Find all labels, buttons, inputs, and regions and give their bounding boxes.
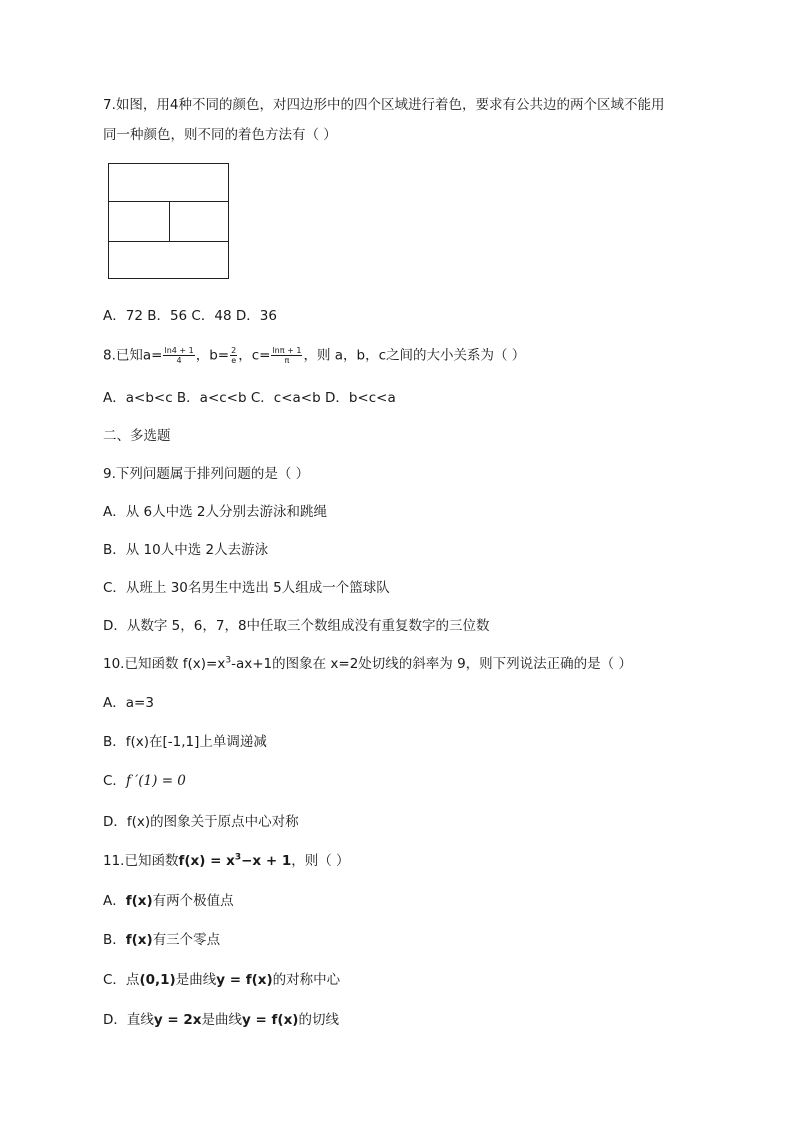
q10-stem-b: -ax+1的图象在 x=2处切线的斜率为 9，则下列说法正确的是（ ） [231,656,632,672]
q9-option-d: D．从数字 5，6，7，8中任取三个数组成没有重复数字的三位数 [103,618,490,634]
q9-option-a: A．从 6人中选 2人分别去游泳和跳绳 [103,504,327,520]
q11-stem-a: 11.已知函数 [103,853,179,869]
q8-b-fraction [230,346,237,365]
q11-option-a-label: A． [103,893,126,909]
q9-option-c: C．从班上 30名男生中选出 5人组成一个篮球队 [103,580,390,596]
q11-option-b-math: f(x) [125,932,153,948]
q10-exponent: 3 [225,655,232,666]
q10-stem-a: 10.已知函数 f(x)=x [103,656,226,672]
q11-stem-b: ，则（ ） [291,853,350,869]
q11-option-b-label: B． [103,932,126,948]
q11-option-a-math: f(x) [125,893,153,909]
q8-c-separator: ，c= [238,347,271,364]
figure-divider-middle [169,202,170,242]
q11-option-d-text1: 是曲线 [201,1012,243,1028]
q8-stem [103,346,525,365]
q11-option-c-text2: 的对称中心 [272,972,341,988]
q8-c-denominator: π [284,356,290,365]
q11-option-b [103,931,220,949]
q8-b-denominator: e [231,356,237,365]
q11-option-b-text: 有三个零点 [152,932,221,948]
q8-a-fraction [163,346,194,365]
q10-option-a: A．a=3 [103,695,154,711]
q11-stem-math-a: f(x) = x [178,853,235,869]
q11-exponent: 3 [234,852,242,863]
q8-c-numerator: lnπ + 1 [272,346,302,355]
q9-stem: 9.下列问题属于排列问题的是（ ） [103,466,310,482]
q8-a-denominator: 4 [176,356,182,365]
q11-option-d-math1: y = 2x [153,1012,202,1028]
q11-option-a-text: 有两个极值点 [152,893,234,909]
q7-stem-line2: 同一种颜色，则不同的着色方法有（ ） [103,127,337,143]
q8-a-numerator: ln4 + 1 [164,346,194,355]
quadrilateral-regions-figure [108,163,229,279]
q7-options: A．72 B．56 C．48 D．36 [103,308,277,324]
q10-option-c [103,772,186,790]
q11-option-d-text2: 的切线 [298,1012,339,1028]
q8-c-fraction [271,346,302,365]
q9-option-b: B．从 10人中选 2人去游泳 [103,542,269,558]
q11-stem [103,852,350,870]
q10-stem [103,655,632,673]
q11-option-c-math2: y = f(x) [216,972,273,988]
q11-option-c-label: C．点 [103,972,140,988]
q11-option-a [103,892,234,910]
q8-suffix: ，则 a，b，c之间的大小关系为（ ） [303,347,526,364]
q7-stem-line1: 7.如图，用4种不同的颜色，对四边形中的四个区域进行着色，要求有公共边的两个区域不能用 [103,97,665,113]
q8-b-separator: ，b= [195,347,230,364]
q11-option-c [103,971,340,989]
section-heading-multiple-choice: 二、多选题 [103,428,171,444]
q10-option-d: D．f(x)的图象关于原点中心对称 [103,814,299,830]
q11-option-c-math1: (0,1) [139,972,176,988]
q10-option-c-math: f ′(1) = 0 [125,773,186,789]
q10-option-b: B．f(x)在[-1,1]上单调递减 [103,734,267,750]
q11-option-d-math2: y = f(x) [242,1012,299,1028]
q8-prefix: 8.已知a= [103,347,163,364]
q11-option-d [103,1011,339,1029]
q8-b-numerator: 2 [231,346,237,355]
q11-option-c-text1: 是曲线 [175,972,217,988]
q11-option-d-label: D．直线 [103,1012,154,1028]
q8-options: A．a<b<c B．a<c<b C．c<a<b D．b<c<a [103,390,396,406]
q11-stem-math-b: −x + 1 [241,853,292,869]
q10-option-c-label: C． [103,773,126,789]
